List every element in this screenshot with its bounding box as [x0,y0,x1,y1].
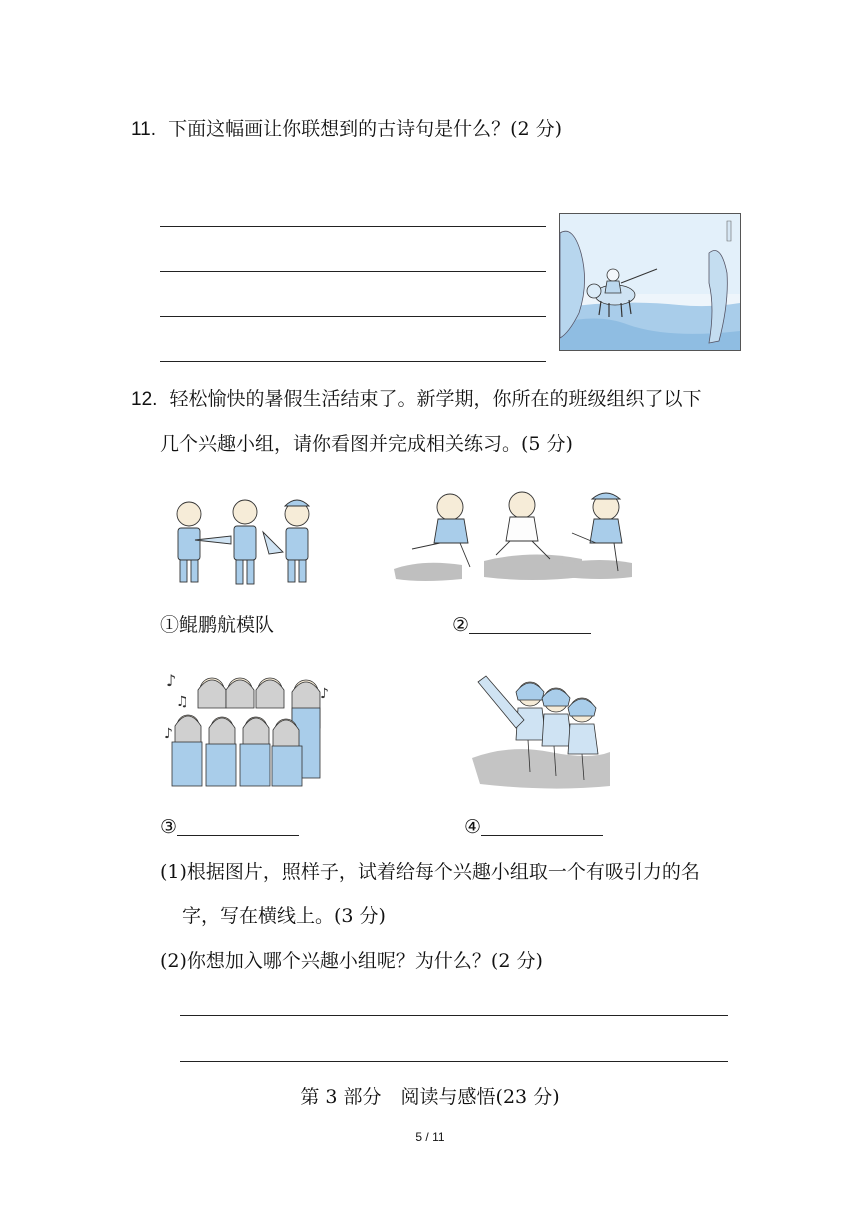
subquestion-1-line2: 字，写在横线上。(3 分) [182,905,386,927]
group-4-answer-blank[interactable] [481,815,603,836]
group-2-caption [452,612,591,638]
group-3-caption [160,814,299,840]
group-1-caption [160,612,274,638]
model-aircraft-illustration [165,492,323,592]
question-text: 下面这幅画让你联想到的古诗句是什么？(2 分) [168,118,563,140]
running-illustration [392,487,640,583]
group-marker: ① [160,614,180,636]
svg-text:♪: ♪ [320,686,329,702]
page-number: 5 / 11 [415,1130,445,1144]
group-marker: ④ [464,816,482,838]
answer-line[interactable] [160,226,546,227]
subquestion-1-line1: (1)根据图片，照样子，试着给每个兴趣小组取一个有吸引力的名 [160,861,700,883]
svg-text:♫: ♫ [176,694,189,710]
group-2-answer-blank[interactable] [469,613,591,634]
answer-line[interactable] [160,316,546,317]
group-name: 鲲鹏航模队 [179,614,275,636]
answer-line[interactable] [160,361,546,362]
group-4-caption [464,814,603,840]
martial-arts-illustration [470,668,612,792]
question-12 [131,385,701,414]
group-marker: ③ [160,816,178,838]
answer-line[interactable] [180,1015,728,1016]
answer-line[interactable] [180,1061,728,1062]
question-number: 11. [131,119,157,140]
section-title: 第 3 部分 阅读与感悟(23 分) [300,1086,560,1108]
subquestion-2: (2)你想加入哪个兴趣小组呢？为什么？(2 分) [160,950,543,972]
group-marker: ② [452,614,470,636]
question-11 [131,115,562,144]
question-text-line1: 轻松愉快的暑假生活结束了。新学期，你所在的班级组织了以下 [169,388,702,410]
group-3-answer-blank[interactable] [177,815,299,836]
question-text-line2: 几个兴趣小组，请你看图并完成相关练习。(5 分) [160,433,573,455]
answer-line[interactable] [160,271,546,272]
ox-rider-illustration [559,213,741,351]
svg-text:♪: ♪ [166,671,177,690]
choir-illustration [160,668,336,792]
question-number: 12. [131,389,158,410]
svg-text:♪: ♪ [164,726,173,742]
